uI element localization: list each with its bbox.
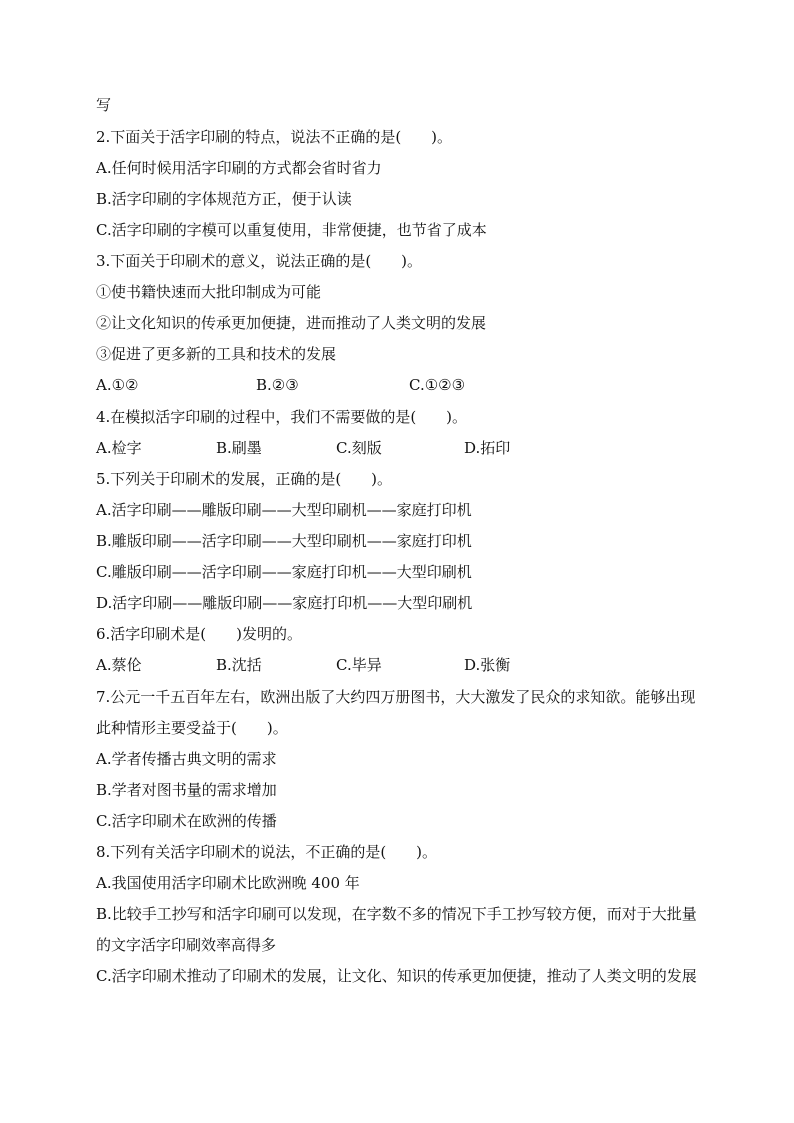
q3-option-b: B.②③ (256, 376, 299, 394)
q7-option-c: C.活字印刷术在欧洲的传播 (96, 812, 277, 830)
q5-option-c: C.雕版印刷——活字印刷——家庭打印机——大型印刷机 (96, 563, 472, 581)
q6-option-a: A.蔡伦 (96, 656, 142, 674)
question-2: 2.下面关于活字印刷的特点，说法不正确的是( )。 (96, 128, 453, 146)
question-3: 3.下面关于印刷术的意义，说法正确的是( )。 (96, 252, 423, 270)
q3-item-1: ①使书籍快速而大批印制成为可能 (96, 283, 322, 301)
question-4: 4.在模拟活字印刷的过程中，我们不需要做的是( )。 (96, 408, 468, 426)
q6-option-b: B.沈括 (216, 656, 262, 674)
q4-option-a: A.检字 (96, 439, 142, 457)
q3-option-a: A.①② (96, 376, 139, 394)
q8-option-b: B.比较手工抄写和活字印刷可以发现，在字数不多的情况下手工抄写较方便，而对于大批量的文字活字印刷效率高得多 (96, 905, 697, 954)
q5-option-b: B.雕版印刷——活字印刷——大型印刷机——家庭打印机 (96, 532, 472, 550)
q3-item-2: ②让文化知识的传承更加便捷，进而推动了人类文明的发展 (96, 314, 487, 332)
q2-option-a: A.任何时候用活字印刷的方式都会省时省力 (96, 159, 382, 177)
q7-option-a: A.学者传播古典文明的需求 (96, 750, 277, 768)
q7-option-b: B.学者对图书量的需求增加 (96, 781, 277, 799)
q2-option-c: C.活字印刷的字模可以重复使用，非常便捷，也节省了成本 (96, 221, 487, 239)
q6-option-c: C.毕异 (336, 656, 382, 674)
q8-option-c: C.活字印刷术推动了印刷术的发展，让文化、知识的传承更加便捷，推动了人类文明的发展 (96, 967, 697, 985)
question-8: 8.下列有关活字印刷术的说法，不正确的是( )。 (96, 843, 438, 861)
q4-option-c: C.刻版 (336, 439, 382, 457)
q4-option-b: B.刷墨 (216, 439, 262, 457)
q2-option-b: B.活字印刷的字体规范方正，便于认读 (96, 190, 352, 208)
continued-text: 写 (96, 96, 112, 114)
q5-option-d: D.活字印刷——雕版印刷——家庭打印机——大型印刷机 (96, 594, 473, 612)
q5-option-a: A.活字印刷——雕版印刷——大型印刷机——家庭打印机 (96, 501, 472, 519)
question-7: 7.公元一千五百年左右，欧洲出版了大约四万册图书，大大激发了民众的求知欲。能够出现此种情形主要受益于( )。 (96, 688, 696, 737)
q3-item-3: ③促进了更多新的工具和技术的发展 (96, 345, 337, 363)
q4-option-d: D.拓印 (464, 439, 511, 457)
question-5: 5.下列关于印刷术的发展，正确的是( )。 (96, 470, 393, 488)
q6-option-d: D.张衡 (464, 656, 511, 674)
q8-option-a: A.我国使用活字印刷术比欧洲晚 400 年 (96, 874, 360, 892)
q3-option-c: C.①②③ (409, 376, 466, 394)
question-6: 6.活字印刷术是( )发明的。 (96, 625, 303, 643)
